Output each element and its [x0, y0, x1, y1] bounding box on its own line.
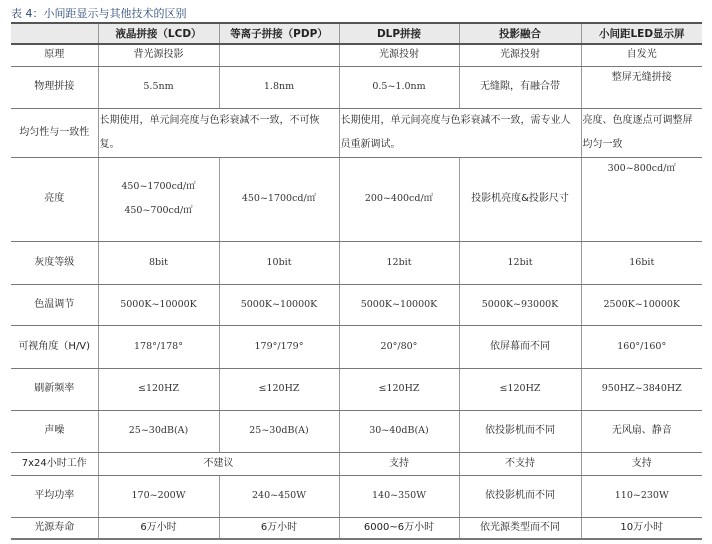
table-cell: 长期使用，单元间亮度与色彩衰减不一致，需专业人员重新调试。: [339, 108, 581, 157]
table-cell: 25~30dB(A): [219, 410, 339, 452]
table-cell: ≤120HZ: [339, 368, 459, 410]
table-cell: ≤120HZ: [459, 368, 581, 410]
row-label: 亮度: [11, 157, 98, 241]
table-cell: 2500K~10000K: [581, 284, 702, 325]
table-row: [11, 157, 702, 241]
row-label: 7x24小时工作: [11, 452, 98, 475]
table-cell: 12bit: [459, 241, 581, 284]
table-cell: 光源投射: [459, 44, 581, 66]
table-cell: ≤120HZ: [219, 368, 339, 410]
header-cell: 小间距LED显示屏: [581, 23, 702, 44]
table-cell: 160°/160°: [581, 325, 702, 368]
table-cell: 12bit: [339, 241, 459, 284]
table-cell: 178°/178°: [98, 325, 219, 368]
brightness-value: 450~1700cd/㎡: [121, 181, 196, 192]
table-cell: 依投影机而不同: [459, 410, 581, 452]
table-cell: [219, 44, 339, 66]
table-row: [11, 368, 702, 410]
table-cell: 不建议: [98, 452, 339, 475]
row-label: 色温调节: [11, 284, 98, 325]
table-cell: 5.5nm: [98, 66, 219, 108]
table-row: [11, 66, 702, 108]
row-label: 声噪: [11, 410, 98, 452]
header-cell: 等离子拼接（PDP）: [219, 23, 339, 44]
table-cell: 16bit: [581, 241, 702, 284]
table-cell: 5000K~93000K: [459, 284, 581, 325]
table-header-row: [11, 23, 702, 44]
table-cell: [98, 157, 219, 241]
brightness-value: 450~700cd/㎡: [124, 205, 193, 216]
table-row: [11, 284, 702, 325]
table-cell: 依投影机而不同: [459, 475, 581, 517]
table-cell: 长期使用，单元间亮度与色彩衰减不一致，不可恢复。: [98, 108, 339, 157]
table-cell: 170~200W: [98, 475, 219, 517]
row-label: 刷新频率: [11, 368, 98, 410]
table-cell: 依光源类型而不同: [459, 517, 581, 539]
table-cell: 6万小时: [219, 517, 339, 539]
table-cell: 6000~6万小时: [339, 517, 459, 539]
row-label: 可视角度（H/V): [11, 325, 98, 368]
table-cell: 背光源投影: [98, 44, 219, 66]
table-cell: 投影机亮度&投影尺寸: [459, 157, 581, 241]
table-caption: 表 4：小间距显示与其他技术的区别: [11, 7, 187, 20]
comparison-table: [11, 22, 702, 540]
table-cell: 亮度、色度逐点可调整屏均匀一致: [581, 108, 702, 157]
table-cell: 支持: [339, 452, 459, 475]
row-label: 均匀性与一致性: [11, 108, 98, 157]
table-cell: 整屏无缝拼接: [581, 66, 702, 108]
table-cell: 光源投射: [339, 44, 459, 66]
table-cell: 不支持: [459, 452, 581, 475]
table-cell: 30~40dB(A): [339, 410, 459, 452]
table-cell: 25~30dB(A): [98, 410, 219, 452]
table-cell: 5000K~10000K: [219, 284, 339, 325]
table-cell: 950HZ~3840HZ: [581, 368, 702, 410]
table-cell: 5000K~10000K: [98, 284, 219, 325]
table-cell: 10bit: [219, 241, 339, 284]
row-label: 平均功率: [11, 475, 98, 517]
row-label: 灰度等级: [11, 241, 98, 284]
table-cell: 10万小时: [581, 517, 702, 539]
header-cell: [11, 23, 98, 44]
table-cell: 0.5~1.0nm: [339, 66, 459, 108]
table-cell: 8bit: [98, 241, 219, 284]
table-cell: 自发光: [581, 44, 702, 66]
row-label: 物理拼接: [11, 66, 98, 108]
table-cell: 支持: [581, 452, 702, 475]
table-row: [11, 108, 702, 157]
table-cell: 无风扇、静音: [581, 410, 702, 452]
table-cell: 110~230W: [581, 475, 702, 517]
table-row: [11, 325, 702, 368]
table-cell: 450~1700cd/㎡: [219, 157, 339, 241]
table-cell: 20°/80°: [339, 325, 459, 368]
table-cell: 1.8nm: [219, 66, 339, 108]
header-cell: DLP拼接: [339, 23, 459, 44]
table-cell: 179°/179°: [219, 325, 339, 368]
header-cell: 投影融合: [459, 23, 581, 44]
table-row: [11, 452, 702, 475]
table-cell: ≤120HZ: [98, 368, 219, 410]
table-cell: 140~350W: [339, 475, 459, 517]
row-label: 原理: [11, 44, 98, 66]
table-cell: 5000K~10000K: [339, 284, 459, 325]
table-row: [11, 410, 702, 452]
table-cell: 300~800cd/㎡: [581, 157, 702, 241]
table-cell: 6万小时: [98, 517, 219, 539]
table-row: [11, 475, 702, 517]
table-cell: 依屏幕而不同: [459, 325, 581, 368]
table-row: [11, 241, 702, 284]
row-label: 光源寿命: [11, 517, 98, 539]
table-row: [11, 44, 702, 66]
table-cell: 200~400cd/㎡: [339, 157, 459, 241]
table-row: [11, 517, 702, 539]
table-cell: 无缝隙，有融合带: [459, 66, 581, 108]
table-cell: 240~450W: [219, 475, 339, 517]
header-cell: 液晶拼接（LCD）: [98, 23, 219, 44]
